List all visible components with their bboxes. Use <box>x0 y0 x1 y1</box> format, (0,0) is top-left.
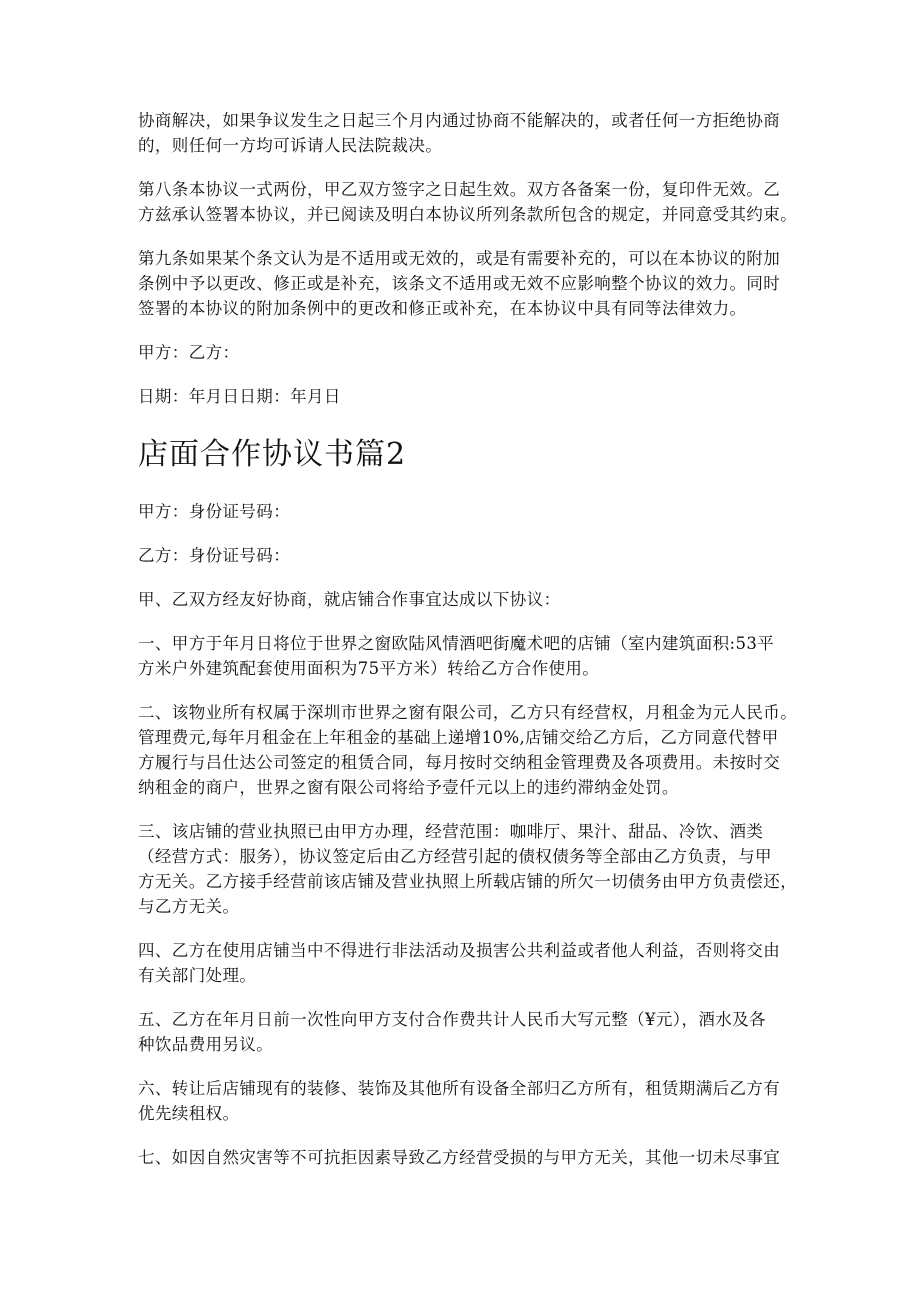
text-line: 有关部门处理。 <box>138 966 257 985</box>
paragraph-clause-7 <box>138 1145 788 1170</box>
text-line: 方兹承认签署本协议，并已阅读及明白本协议所列条款所包含的规定，并同意受其约束。 <box>138 205 798 224</box>
paragraph-clause-5 <box>138 1007 788 1057</box>
text-line: 管理费元,每年月租金在上年租金的基础上递增10%,店铺交给乙方后，乙方同意代替甲 <box>138 728 779 747</box>
text-line: 第八条本协议一式两份，甲乙双方签字之日起生效。双方各备案一份，复印件无效。乙 <box>138 180 781 199</box>
text-line: 六、转让后店铺现有的装修、装饰及其他所有设备全部归乙方所有，租赁期满后乙方有 <box>138 1079 781 1098</box>
text-line: 协商解决，如果争议发生之日起三个月内通过协商不能解决的，或者任何一方拒绝协商 <box>138 111 781 130</box>
text-line: 一、甲方于年月日将位于世界之窗欧陆风情酒吧街魔术吧的店铺（室内建筑面积:53平 <box>138 634 775 653</box>
text-line: 种饮品费用另议。 <box>138 1035 274 1054</box>
paragraph-dates <box>138 384 788 409</box>
text-line: 乙方：身份证号码： <box>138 546 291 565</box>
text-line: 甲方：身份证号码： <box>138 502 291 521</box>
paragraph-party-a <box>138 499 788 524</box>
paragraph-clause-4 <box>138 938 788 988</box>
text-line: 优先续租权。 <box>138 1104 240 1123</box>
text-line: 七、如因自然灾害等不可抗拒因素导致乙方经营受损的与甲方无关，其他一切未尽事宜 <box>138 1148 781 1167</box>
text-line: 甲、乙双方经友好协商，就店铺合作事宜达成以下协议： <box>138 590 561 609</box>
text-line: 条例中予以更改、修正或是补充，该条文不适用或无效不应影响整个协议的效力。同时 <box>138 274 781 293</box>
text-line: 第九条如果某个条文认为是不适用或无效的，或是有需要补充的，可以在本协议的附加 <box>138 249 781 268</box>
text-line: 甲方：乙方： <box>138 343 240 362</box>
paragraph-article-9 <box>138 246 788 321</box>
paragraph-dispute-resolution <box>138 108 788 158</box>
text-line: 五、乙方在年月日前一次性向甲方支付合作费共计人民币大写元整（¥元），酒水及各 <box>138 1010 766 1029</box>
paragraph-clause-3 <box>138 819 798 919</box>
text-line: 签署的本协议的附加条例中的更改和修正或补充，在本协议中具有同等法律效力。 <box>138 299 747 318</box>
paragraph-party-b <box>138 543 788 568</box>
paragraph-clause-2 <box>138 700 798 800</box>
paragraph-clause-1 <box>138 631 788 681</box>
section-heading: 店面合作协议书篇2 <box>138 437 407 472</box>
text-line: 的，则任何一方均可诉请人民法院裁决。 <box>138 136 443 155</box>
paragraph-intro <box>138 587 788 612</box>
text-line: （经营方式：服务），协议签定后由乙方经营引起的债权债务等全部由乙方负责，与甲 <box>138 847 772 866</box>
paragraph-signatures <box>138 340 788 365</box>
text-line: 方米户外建筑配套使用面积为75平方米）转给乙方合作使用。 <box>138 659 600 678</box>
text-line: 方无关。乙方接手经营前该店铺及营业执照上所载店铺的所欠一切债务由甲方负责偿还， <box>138 872 798 891</box>
text-line: 日期：年月日日期：年月日 <box>138 387 341 406</box>
text-line: 四、乙方在使用店铺当中不得进行非法活动及损害公共利益或者他人利益，否则将交由 <box>138 941 781 960</box>
paragraph-article-8 <box>138 177 798 227</box>
document-body <box>138 108 798 1189</box>
text-line: 方履行与吕仕达公司签定的租赁合同，每月按时交纳租金管理费及各项费用。未按时交 <box>138 753 781 772</box>
paragraph-clause-6 <box>138 1076 788 1126</box>
text-line: 与乙方无关。 <box>138 897 240 916</box>
text-line: 纳租金的商户，世界之窗有限公司将给予壹仟元以上的违约滞纳金处罚。 <box>138 778 679 797</box>
text-line: 二、该物业所有权属于深圳市世界之窗有限公司，乙方只有经营权，月租金为元人民币。 <box>138 703 798 722</box>
text-line: 三、该店铺的营业执照已由甲方办理，经营范围：咖啡厅、果汁、甜品、冷饮、酒类 <box>138 822 764 841</box>
